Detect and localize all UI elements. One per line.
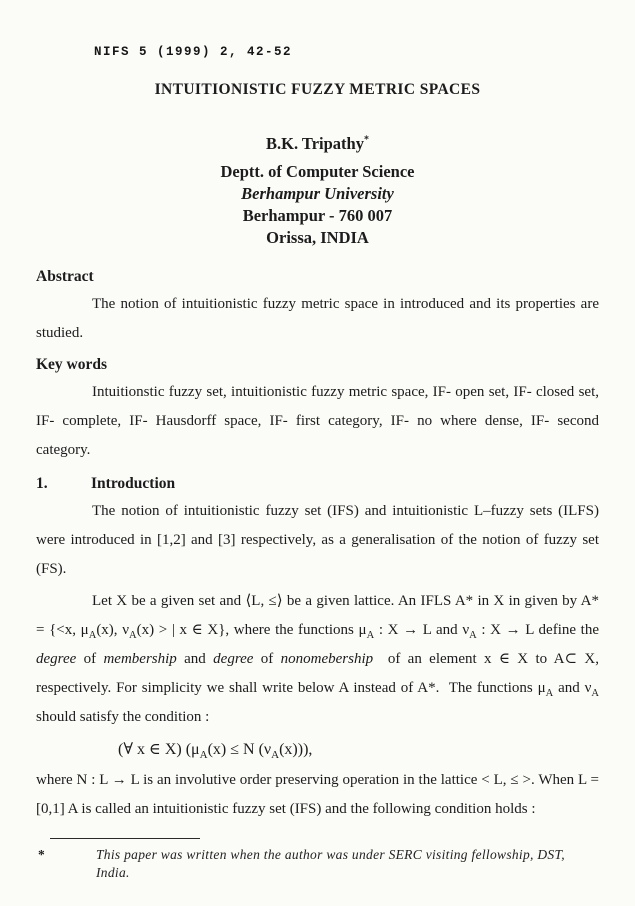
section-number: 1. — [36, 474, 48, 492]
introduction-heading — [36, 474, 599, 494]
keywords-body: Intuitionstic fuzzy set, intuitionistic fuzzy metric space, IF- open set, IF- closed set, IF- complete, IF- Hausdorff space, IF- first category, IF- no where dense, IF- second category. — [36, 383, 599, 458]
affiliation-country: Orissa, INDIA — [266, 227, 369, 247]
footnote-text: This paper was written when the author was under SERC visiting fellowship, DST, India. — [96, 846, 565, 880]
author-block — [36, 129, 599, 155]
author-footnote-marker: * — [363, 134, 369, 145]
abstract-heading: Abstract — [36, 267, 94, 285]
author-name-text: B.K. Tripathy — [266, 133, 364, 153]
display-formula: (∀ x ∈ X) ($\mu_A(x) \le N$ $(\nu_A(x))$), — [118, 740, 313, 761]
affiliation-address: Berhampur - 760 007 — [242, 205, 393, 225]
footnote-line — [36, 846, 599, 882]
footnote-marker: * — [38, 846, 45, 862]
footnote-rule — [50, 838, 200, 839]
abstract-body: The notion of intuitionistic fuzzy metric space in introduced and its properties are studied. — [36, 295, 599, 341]
introduction-paragraph-1: The notion of intuitionistic fuzzy set (IFS) and intuitionistic L–fuzzy sets (ILFS) were introduced in [1,2] and [3] respectively, as a generalisation of the notion of fuzzy set (FS). — [36, 502, 599, 577]
footnote-block — [36, 824, 599, 882]
affiliation-university: Berhampur University — [241, 183, 394, 203]
paper-title: INTUITIONISTIC FUZZY METRIC SPACES — [154, 81, 481, 98]
keywords-heading: Key words — [36, 355, 108, 373]
introduction-paragraph-3: where N : L → L is an involutive order preserving operation in the lattice < L, ≤ >. When L = [0,1] A is called an intuitionistic fuzzy set (IFS) and the following condition holds : — [36, 771, 599, 817]
section-title: Introduction — [91, 474, 176, 492]
introduction-paragraph-2: Let X be a given set and ⟨L, ≤⟩ be a given lattice. An IFLS A* in X in given by A* = {<x, $\mu_A(x)$, $\nu_A(x)$ > | x ∈ X}, where the functions $\mu_A$ : X → L and $\nu_A$ : X → L define the degree of membership and degree of nonomebership of an element x ∈ X to A⊂ X, respectively. For simplicity we shall write below A instead of A*. The functions $\mu_A$ and $\nu_A$ should satisfy the condition : — [36, 592, 599, 725]
author-name — [266, 134, 369, 153]
journal-reference: NIFS 5 (1999) 2, 42-52 — [94, 45, 293, 59]
affiliation-block — [36, 161, 599, 249]
affiliation-department: Deptt. of Computer Science — [220, 161, 415, 181]
